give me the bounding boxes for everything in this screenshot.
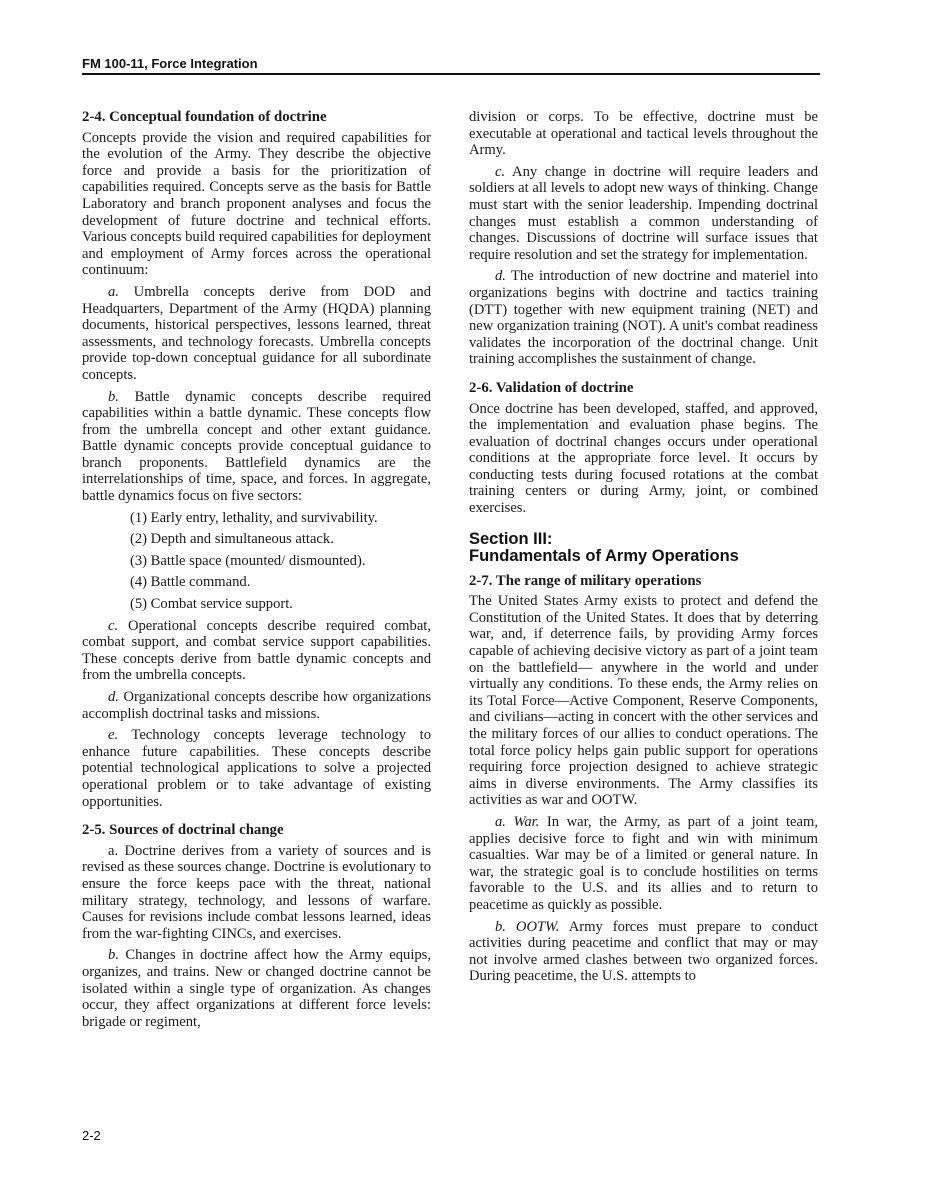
- section-number: Section III:: [469, 529, 553, 548]
- heading-2-7: 2-7. The range of military operations: [469, 572, 702, 589]
- paragraph-2-4-a: a. Umbrella concepts derive from DOD and Headquarters, Department of the Army (HQDA) planning documents, historical perspectives, lessons learned, threat assessments, and technology forecasts. Umbrella concepts provide top-down conceptual guidance for all subordinate concepts.: [82, 283, 431, 383]
- paragraph-2-4-intro: Concepts provide the vision and required capabilities for the evolution of the Army. They describe the objective force and provide a basis for the prioritization of capabilities required. Concepts serve as the basis for Battle Laboratory and branch proponent analyses and focus the development of future doctrine and technical efforts. Various concepts build required capabilities for deployment and employment of Army forces across the operational continuum:: [82, 129, 431, 279]
- left-column: [82, 109, 431, 1035]
- paragraph-2-5-continued: division or corps. To be effective, doctrine must be executable at operational and tactical levels throughout the Army.: [469, 109, 818, 159]
- heading-2-5: 2-5. Sources of doctrinal change: [82, 822, 284, 839]
- sector-item: (2) Depth and simultaneous attack.: [130, 531, 334, 548]
- heading-2-4: 2-4. Conceptual foundation of doctrine: [82, 109, 327, 125]
- sector-item: (5) Combat service support.: [130, 596, 293, 613]
- sector-item: (3) Battle space (mounted/ dismounted).: [130, 552, 366, 569]
- section-name: Fundamentals of Army Operations: [469, 546, 739, 565]
- heading-2-6: 2-6. Validation of doctrine: [469, 379, 634, 396]
- paragraph-2-5-c: c. Any change in doctrine will require leaders and soldiers at all levels to adopt new ways of thinking. Change must start with the senior leadership. Impending doctrinal changes must establish a common understanding of changes. Discussions of doctrine will surface issues that require resolution and set the strategy for implementation.: [469, 163, 818, 263]
- paragraph-2-4-c: c. Operational concepts describe required combat, combat support, and combat service support capabilities. These concepts derive from battle dynamic concepts and from the umbrella concepts.: [82, 617, 431, 684]
- paragraph-2-6: Once doctrine has been developed, staffed, and approved, the implementation and evaluation phase begins. The evaluation of doctrinal changes occurs under operational conditions at the appropriate force level. It occurs by conducting tests during focused rotations at the combat training centers or during Army, joint, or combined exercises.: [469, 400, 818, 517]
- section-title: [469, 531, 818, 565]
- paragraph-2-4-b: b. Battle dynamic concepts describe required capabilities within a battle dynamic. These concepts flow from the umbrella concept and other extant guidance. Battle dynamic concepts provide conceptual guidance to branch proponents. Battlefield dynamics are the interrelationships of time, space, and forces. In aggregate, battle dynamics focus on five sectors:: [82, 388, 431, 505]
- running-header: FM 100-11, Force Integration: [82, 56, 820, 75]
- paragraph-2-7: The United States Army exists to protect and defend the Constitution of the United States. It does that by deterring war, and, if deterrence fails, by providing Army forces capable of achieving decisive victory as part of a joint team on the battlefield— anywhere in the world and under virtually any conditions. To these ends, the Army relies on its Total Force—Active Component, Reserve Components, and civilians—acting in concert with the other services and the military forces of our allies to conduct operations. The total force policy helps gain public support for operations requiring force projection designed to achieve strategic aims in diverse environments. The Army classifies its activities as war and OOTW.: [469, 593, 818, 809]
- paragraph-2-5-d: d. The introduction of new doctrine and materiel into organizations begins with doctrine and tactics training (DTT) together with new equipment training (NET) and new organization training (NOT). A unit's combat readiness validates the incorporation of the doctrinal change. Unit training accomplishes the sustainment of change.: [469, 268, 818, 368]
- sector-item: (1) Early entry, lethality, and survivability.: [130, 509, 378, 526]
- paragraph-2-4-e: e. Technology concepts leverage technology to enhance future capabilities. These concepts describe potential technological applications to solve a projected operational problem or to take advantage of existing opportunities.: [82, 727, 431, 810]
- paragraph-2-5-a: a. Doctrine derives from a variety of sources and is revised as these sources change. Doctrine is evolutionary to ensure the force keeps pace with the threat, national military strategy, technology, and lessons of warfare. Causes for revisions include combat lessons learned, ideas from the war-fighting CINCs, and exercises.: [82, 842, 431, 942]
- page-number: 2-2: [82, 1128, 101, 1143]
- paragraph-2-4-d: d. Organizational concepts describe how organizations accomplish doctrinal tasks and missions.: [82, 689, 431, 722]
- paragraph-2-7-b: b. OOTW. Army forces must prepare to conduct activities during peacetime and conflict that may or may not involve armed clashes between two organized forces. During peacetime, the U.S. attempts to: [469, 918, 818, 985]
- sector-item: (4) Battle command.: [130, 574, 251, 591]
- right-column: [469, 109, 818, 990]
- paragraph-2-5-b: b. Changes in doctrine affect how the Army equips, organizes, and trains. New or changed doctrine cannot be isolated within a single type of organization. As changes occur, they affect organizations at different force levels: brigade or regiment,: [82, 947, 431, 1030]
- paragraph-2-7-a: a. War. In war, the Army, as part of a joint team, applies decisive force to fight and win with minimum casualties. War may be of a limited or general nature. In war, the strategic goal is to conclude hostilities on terms favorable to the U.S. and its allies and to return to peacetime as quickly as possible.: [469, 813, 818, 913]
